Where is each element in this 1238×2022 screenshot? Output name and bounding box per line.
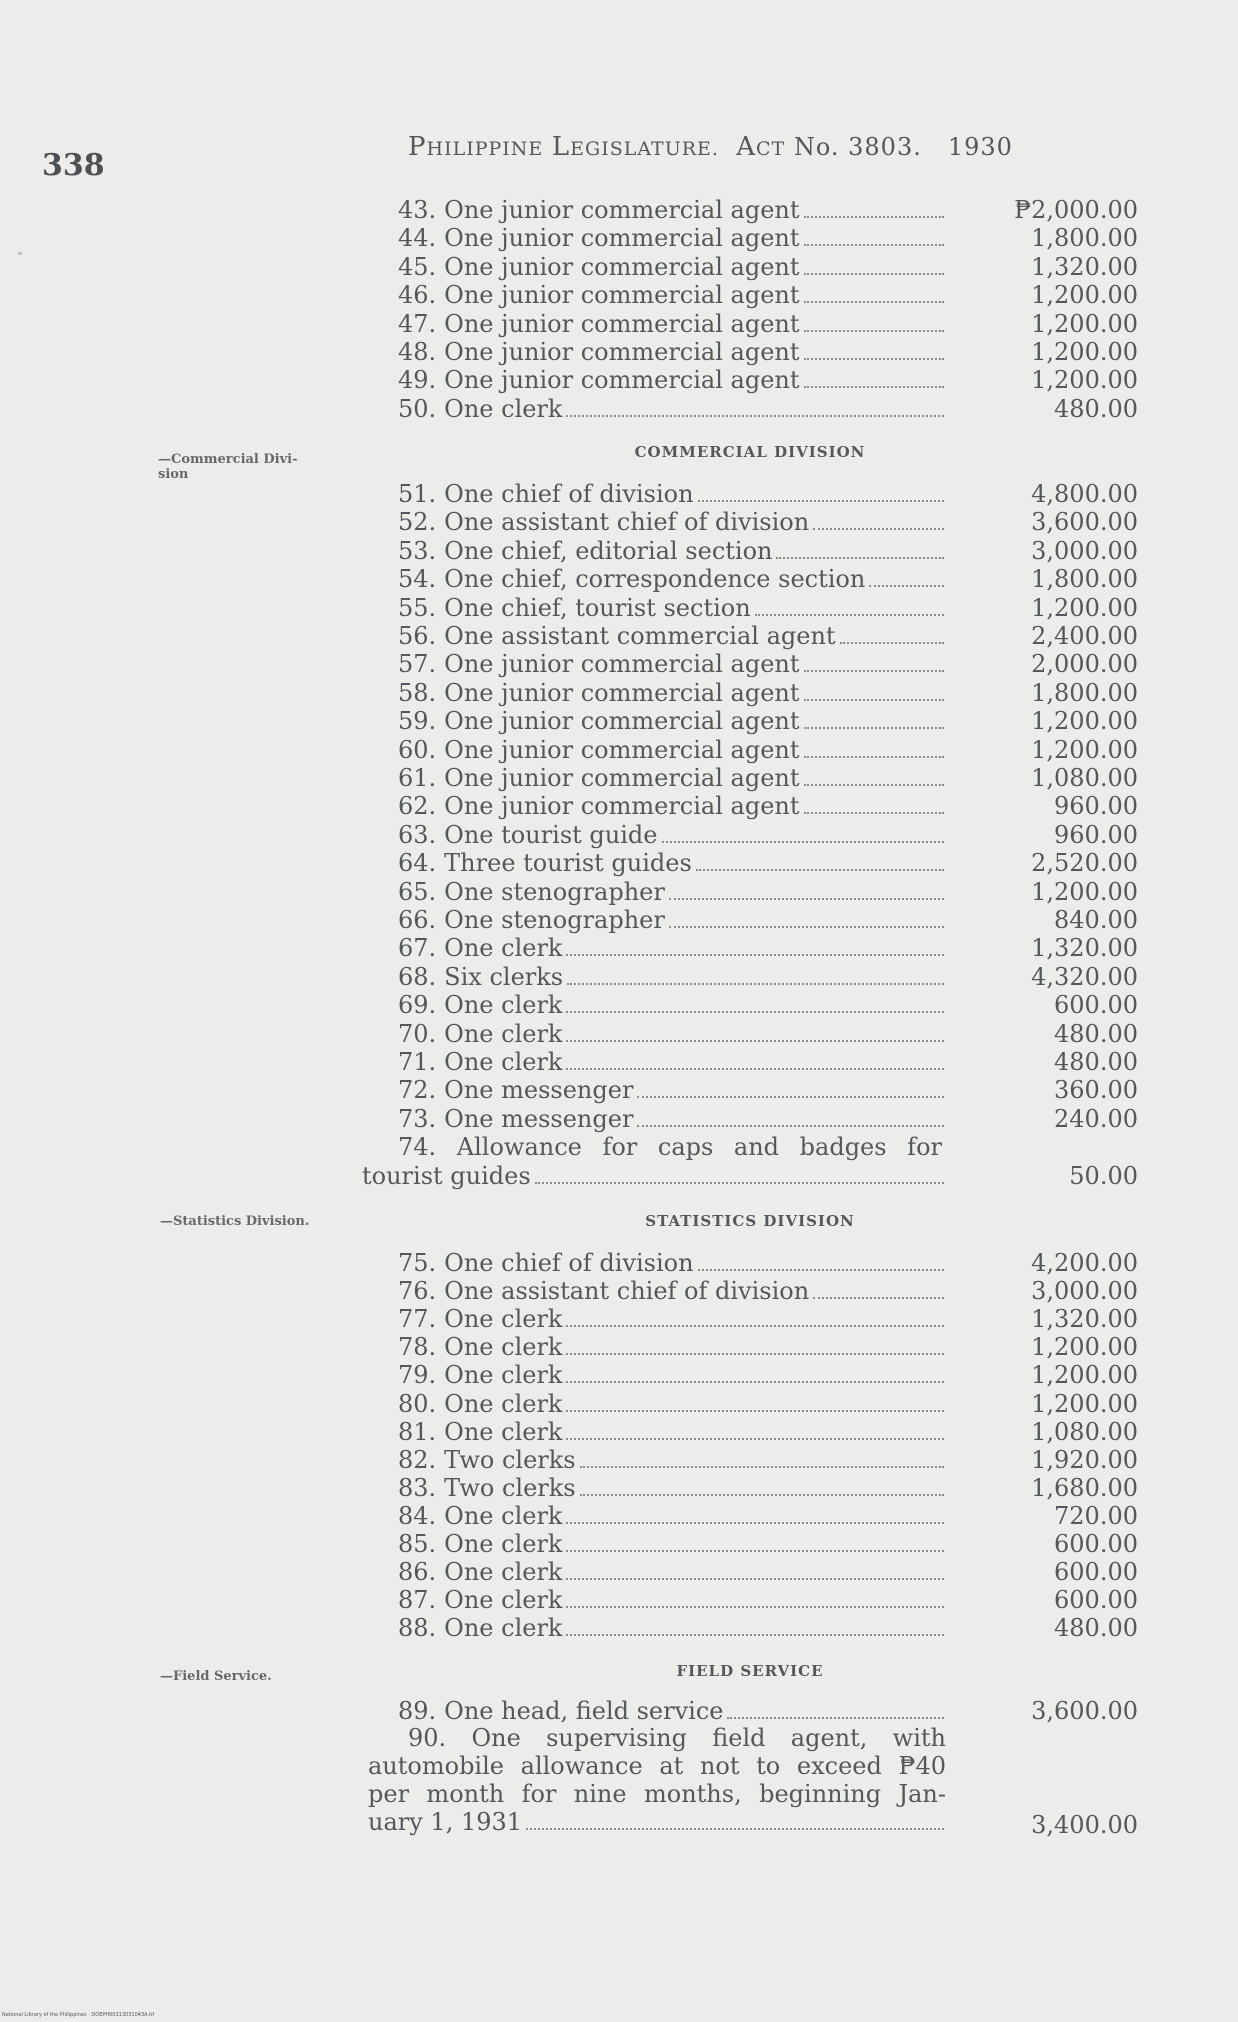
item-description: One junior commercial agent — [444, 650, 800, 678]
item-90-line4: uary 1, 1931 — [368, 1808, 948, 1836]
item-number: 86. — [398, 1558, 437, 1586]
dot-leader — [580, 1465, 944, 1468]
item-description: One chief of division — [444, 1249, 694, 1277]
item-description: One stenographer — [444, 878, 665, 906]
list-item — [398, 253, 948, 281]
item-number: 76. — [398, 1277, 437, 1305]
item-number: 79. — [398, 1361, 437, 1389]
item-number: 66. — [398, 906, 437, 934]
list-item — [398, 366, 948, 394]
item-amount: 960.00 — [1054, 821, 1138, 849]
item-amount: 1,200.00 — [1031, 366, 1138, 394]
item-74-line1: 74. Allowance for caps and badges for — [398, 1133, 942, 1161]
item-description: One clerk — [444, 1390, 563, 1418]
item-description: One clerk — [444, 1333, 563, 1361]
dot-leader — [804, 215, 944, 218]
list-item — [398, 1249, 948, 1277]
item-amount: 4,200.00 — [1031, 1249, 1138, 1277]
dot-leader — [804, 755, 944, 758]
dot-leader — [804, 357, 944, 360]
item-amount: 1,680.00 — [1031, 1474, 1138, 1502]
item-number: 65. — [398, 878, 437, 906]
list-item — [398, 224, 948, 252]
dot-leader — [637, 1124, 944, 1127]
item-amount: 1,200.00 — [1031, 1361, 1138, 1389]
list-item — [398, 707, 948, 735]
item-number: 52. — [398, 508, 437, 536]
item-description: One clerk — [444, 934, 563, 962]
list-item — [398, 849, 948, 877]
list-item — [398, 395, 948, 423]
item-number: 43. — [398, 196, 437, 224]
dot-leader — [804, 669, 944, 672]
item-amount: 3,000.00 — [1031, 537, 1138, 565]
item-description: One junior commercial agent — [444, 253, 800, 281]
item-number: 67. — [398, 934, 437, 962]
item-description: One clerk — [444, 1048, 563, 1076]
item-description: One clerk — [444, 1361, 563, 1389]
item-amount: 1,080.00 — [1031, 764, 1138, 792]
dot-leader — [566, 1549, 944, 1552]
item-description: One clerk — [444, 395, 563, 423]
item-description: One junior commercial agent — [444, 338, 800, 366]
item-amount: 3,600.00 — [1031, 508, 1138, 536]
item-description: One clerk — [444, 1418, 563, 1446]
item-number: 75. — [398, 1249, 437, 1277]
item-number: 77. — [398, 1305, 437, 1333]
dot-leader — [840, 641, 944, 644]
dot-leader — [535, 1181, 944, 1184]
list-item — [398, 906, 948, 934]
list-item — [398, 679, 948, 707]
dot-leader — [566, 1010, 944, 1013]
item-90-line3: per month for nine months, beginning Jan- — [368, 1780, 946, 1808]
section-heading-field: FIELD SERVICE — [676, 1662, 824, 1680]
item-description: One junior commercial agent — [444, 224, 800, 252]
list-item — [398, 508, 948, 536]
dot-leader — [566, 1409, 944, 1412]
item-description: One junior commercial agent — [444, 764, 800, 792]
item-amount: 1,800.00 — [1031, 224, 1138, 252]
item-amount: ₱2,000.00 — [1014, 196, 1138, 224]
list-item — [398, 1105, 948, 1133]
dot-leader — [804, 329, 944, 332]
item-description: One junior commercial agent — [444, 366, 800, 394]
item-number: 48. — [398, 338, 437, 366]
list-item — [398, 991, 948, 1019]
item-number: 80. — [398, 1390, 437, 1418]
dot-leader — [669, 897, 944, 900]
list-item — [398, 1586, 948, 1614]
item-amount: 960.00 — [1054, 792, 1138, 820]
item-amount: 240.00 — [1054, 1105, 1138, 1133]
item-number: 58. — [398, 679, 437, 707]
dot-leader — [804, 811, 944, 814]
item-amount: 1,200.00 — [1031, 707, 1138, 735]
item-description: One clerk — [444, 1305, 563, 1333]
item-amount: 480.00 — [1054, 1020, 1138, 1048]
item-amount: 4,800.00 — [1031, 480, 1138, 508]
item-amount: 1,200.00 — [1031, 594, 1138, 622]
item-number: 87. — [398, 1586, 437, 1614]
scan-speck — [18, 252, 22, 255]
list-item — [398, 1361, 948, 1389]
item-number: 46. — [398, 281, 437, 309]
dot-leader — [566, 953, 944, 956]
dot-leader — [669, 925, 944, 928]
item-number: 73. — [398, 1105, 437, 1133]
item-description: One head, field service — [444, 1697, 724, 1725]
item-number: 59. — [398, 707, 437, 735]
item-description: Six clerks — [444, 963, 564, 991]
item-description: One junior commercial agent — [444, 792, 800, 820]
item-amount: 1,800.00 — [1031, 565, 1138, 593]
running-head: PHILIPPINE LEGISLATURE. ACT No. 3803. 1930 — [408, 132, 1013, 162]
item-amount: 1,080.00 — [1031, 1418, 1138, 1446]
dot-leader — [776, 556, 944, 559]
dot-leader — [567, 982, 944, 985]
list-item — [398, 1474, 948, 1502]
dot-leader — [566, 1067, 944, 1070]
item-description: One junior commercial agent — [444, 679, 800, 707]
item-amount: 1,200.00 — [1031, 338, 1138, 366]
list-item — [398, 764, 948, 792]
item-description: One chief, editorial section — [444, 537, 773, 565]
item-number: 85. — [398, 1530, 437, 1558]
item-amount: 600.00 — [1054, 991, 1138, 1019]
item-description: One clerk — [444, 1614, 563, 1642]
list-item — [398, 1502, 948, 1530]
list-item — [398, 934, 948, 962]
dot-leader — [566, 1577, 944, 1580]
dot-leader — [566, 1352, 944, 1355]
item-74-amount: 50.00 — [1069, 1162, 1138, 1190]
item-amount: 3,600.00 — [1031, 1697, 1138, 1725]
item-description: One assistant chief of division — [444, 508, 810, 536]
item-amount: 1,200.00 — [1031, 878, 1138, 906]
list-item — [398, 1614, 948, 1642]
dot-leader — [566, 1324, 944, 1327]
list-item — [398, 1277, 948, 1305]
item-amount: 480.00 — [1054, 1048, 1138, 1076]
item-description: One stenographer — [444, 906, 665, 934]
item-description: One chief of division — [444, 480, 694, 508]
list-item — [398, 878, 948, 906]
item-number: 89. — [398, 1697, 437, 1725]
margin-note-commercial: —Commercial Divi- sion — [158, 452, 298, 482]
item-number: 82. — [398, 1446, 437, 1474]
item-amount: 1,800.00 — [1031, 679, 1138, 707]
list-item — [398, 1333, 948, 1361]
item-number: 72. — [398, 1076, 437, 1104]
item-amount: 4,320.00 — [1031, 963, 1138, 991]
dot-leader — [813, 527, 944, 530]
item-74-line2: tourist guides — [362, 1162, 948, 1190]
item-amount: 600.00 — [1054, 1586, 1138, 1614]
item-description: One messenger — [444, 1076, 634, 1104]
item-description: One assistant commercial agent — [444, 622, 836, 650]
item-90-line1: 90. One supervising field agent, with — [408, 1724, 946, 1752]
item-amount: 480.00 — [1054, 1614, 1138, 1642]
list-item — [398, 338, 948, 366]
dot-leader — [804, 300, 944, 303]
item-number: 71. — [398, 1048, 437, 1076]
item-description: One junior commercial agent — [444, 310, 800, 338]
item-amount: 2,400.00 — [1031, 622, 1138, 650]
section-heading-commercial: COMMERCIAL DIVISION — [634, 443, 866, 461]
item-description: One junior commercial agent — [444, 281, 800, 309]
dot-leader — [662, 840, 945, 843]
dot-leader — [804, 726, 944, 729]
item-description: One junior commercial agent — [444, 707, 800, 735]
dot-leader — [566, 1437, 944, 1440]
list-item — [398, 792, 948, 820]
list-item — [398, 1076, 948, 1104]
item-number: 44. — [398, 224, 437, 252]
item-number: 61. — [398, 764, 437, 792]
item-amount: 1,200.00 — [1031, 736, 1138, 764]
item-amount: 360.00 — [1054, 1076, 1138, 1104]
margin-note-statistics: —Statistics Division. — [160, 1214, 310, 1229]
list-item — [398, 480, 948, 508]
item-amount: 3,000.00 — [1031, 1277, 1138, 1305]
dot-leader — [566, 1605, 944, 1608]
item-description: One tourist guide — [444, 821, 658, 849]
item-number: 70. — [398, 1020, 437, 1048]
item-description: Three tourist guides — [444, 849, 692, 877]
item-number: 68. — [398, 963, 437, 991]
dot-leader — [804, 385, 944, 388]
item-description: One clerk — [444, 1502, 563, 1530]
item-description: One clerk — [444, 1530, 563, 1558]
dot-leader — [580, 1493, 944, 1496]
dot-leader — [813, 1296, 944, 1299]
list-item — [398, 1390, 948, 1418]
item-number: 57. — [398, 650, 437, 678]
item-amount: 1,200.00 — [1031, 1390, 1138, 1418]
dot-leader — [566, 1521, 944, 1524]
item-description: Two clerks — [444, 1474, 576, 1502]
item-amount: 1,200.00 — [1031, 281, 1138, 309]
dot-leader — [637, 1095, 944, 1098]
dot-leader — [804, 243, 944, 246]
item-90-line2: automobile allowance at not to exceed ₱40 — [368, 1752, 946, 1780]
item-number: 45. — [398, 253, 437, 281]
list-item — [398, 1697, 948, 1725]
list-item — [398, 821, 948, 849]
list-item — [398, 1530, 948, 1558]
item-amount: 1,320.00 — [1031, 934, 1138, 962]
item-number: 63. — [398, 821, 437, 849]
dot-leader — [804, 272, 944, 275]
item-90-amount: 3,400.00 — [1031, 1811, 1138, 1839]
list-item — [398, 281, 948, 309]
section-heading-statistics: STATISTICS DIVISION — [645, 1212, 855, 1230]
dot-leader — [566, 1633, 944, 1636]
item-amount: 2,000.00 — [1031, 650, 1138, 678]
list-item — [398, 565, 948, 593]
list-item — [398, 1305, 948, 1333]
list-item — [398, 1048, 948, 1076]
list-item — [398, 196, 948, 224]
dot-leader — [526, 1827, 944, 1830]
dot-leader — [804, 783, 944, 786]
item-number: 84. — [398, 1502, 437, 1530]
item-amount: 720.00 — [1054, 1502, 1138, 1530]
item-description: One clerk — [444, 1558, 563, 1586]
item-number: 78. — [398, 1333, 437, 1361]
item-number: 62. — [398, 792, 437, 820]
dot-leader — [804, 698, 944, 701]
item-description: One clerk — [444, 1020, 563, 1048]
margin-note-field: —Field Service. — [160, 1669, 272, 1684]
page-number: 338 — [42, 148, 105, 183]
item-number: 69. — [398, 991, 437, 1019]
item-amount: 600.00 — [1054, 1530, 1138, 1558]
item-description: One assistant chief of division — [444, 1277, 810, 1305]
item-number: 64. — [398, 849, 437, 877]
item-number: 51. — [398, 480, 437, 508]
dot-leader — [566, 414, 944, 417]
item-number: 50. — [398, 395, 437, 423]
item-amount: 1,920.00 — [1031, 1446, 1138, 1474]
item-description: One clerk — [444, 1586, 563, 1614]
item-amount: 480.00 — [1054, 395, 1138, 423]
item-amount: 1,320.00 — [1031, 1305, 1138, 1333]
list-item — [398, 1418, 948, 1446]
dot-leader — [566, 1380, 944, 1383]
list-item — [398, 736, 948, 764]
list-item — [398, 650, 948, 678]
item-description: One junior commercial agent — [444, 736, 800, 764]
item-number: 53. — [398, 537, 437, 565]
dot-leader — [698, 1268, 944, 1271]
list-item — [398, 622, 948, 650]
item-number: 47. — [398, 310, 437, 338]
item-amount: 1,200.00 — [1031, 1333, 1138, 1361]
dot-leader — [696, 868, 944, 871]
item-amount: 2,520.00 — [1031, 849, 1138, 877]
dot-leader — [727, 1716, 944, 1719]
item-number: 55. — [398, 594, 437, 622]
dot-leader — [698, 499, 944, 502]
list-item — [398, 963, 948, 991]
list-item — [398, 594, 948, 622]
item-description: One junior commercial agent — [444, 196, 800, 224]
item-number: 83. — [398, 1474, 437, 1502]
list-item — [398, 537, 948, 565]
item-description: One messenger — [444, 1105, 634, 1133]
item-amount: 1,200.00 — [1031, 310, 1138, 338]
item-number: 54. — [398, 565, 437, 593]
item-number: 49. — [398, 366, 437, 394]
list-item — [398, 1020, 948, 1048]
list-item — [398, 1558, 948, 1586]
dot-leader — [566, 1039, 944, 1042]
dot-leader — [869, 584, 944, 587]
item-amount: 600.00 — [1054, 1558, 1138, 1586]
item-description: Two clerks — [444, 1446, 576, 1474]
item-number: 56. — [398, 622, 437, 650]
item-number: 60. — [398, 736, 437, 764]
item-number: 81. — [398, 1418, 437, 1446]
item-number: 88. — [398, 1614, 437, 1642]
item-amount: 840.00 — [1054, 906, 1138, 934]
item-description: One chief, correspondence section — [444, 565, 866, 593]
item-description: One clerk — [444, 991, 563, 1019]
list-item — [398, 1446, 948, 1474]
item-amount: 1,320.00 — [1031, 253, 1138, 281]
footer-credit: National Library of the Philippines · DOEPH00313031043A.tif — [2, 2012, 155, 2018]
list-item — [398, 310, 948, 338]
item-description: One chief, tourist section — [444, 594, 751, 622]
dot-leader — [755, 613, 944, 616]
